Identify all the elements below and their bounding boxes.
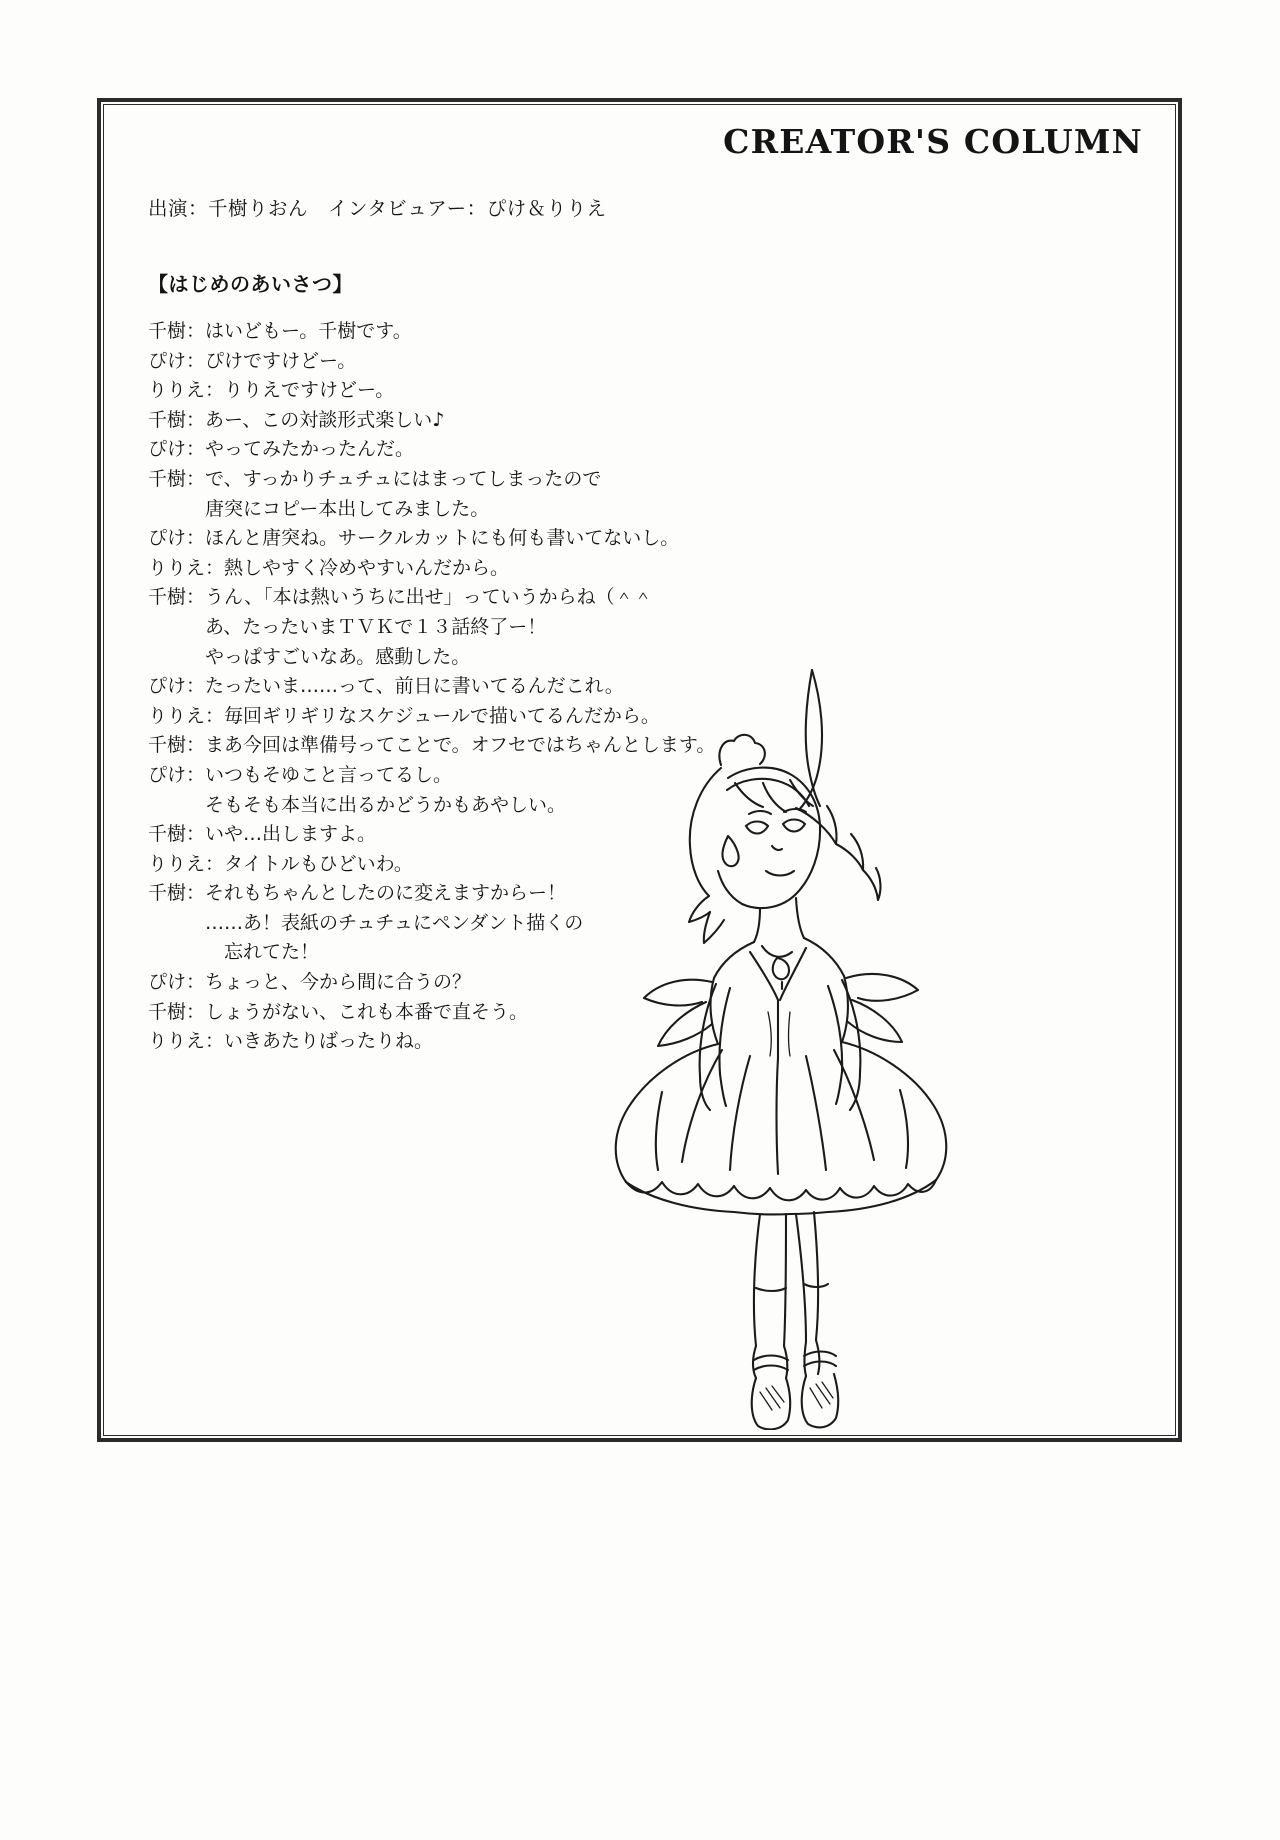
dialogue-line: 千樹：はいどもー。千樹です。 [148, 320, 412, 342]
dialogue-line: りりえ：りりえですけどー。 [148, 379, 395, 402]
dialogue-line: 千樹：いや…出しますよ。 [148, 823, 377, 846]
dialogue-line: ……あ！表紙のチュチュにペンダント描くの [148, 911, 584, 934]
dialogue-line: あ、たったいまＴＶＫで１３話終了ー！ [148, 615, 547, 638]
dialogue-line: りりえ：毎回ギリギリなスケジュールで描いてるんだから。 [148, 704, 660, 727]
dialogue-line: りりえ：いきあたりばったりね。 [148, 1030, 434, 1053]
dialogue-line: やっぱすごいなあ。感動した。 [148, 645, 471, 668]
section-heading: 【はじめのあいさつ】 [148, 272, 353, 296]
page-title: CREATOR'S COLUMN [723, 122, 1143, 161]
dialogue-line: ぴけ：ほんと唐突ね。サークルカットにも何も書いてないし。 [148, 527, 680, 550]
dialogue-line: りりえ：熱しやすく冷めやすいんだから。 [148, 556, 510, 579]
credits-line: 出演：千樹りおん インタビュアー：ぴけ＆りりえ [148, 197, 607, 220]
dialogue-line: 千樹：それもちゃんとしたのに変えますからー！ [148, 882, 567, 905]
dialogue-line: ぴけ：いつもそゆこと言ってるし。 [148, 763, 453, 786]
dialogue-line: ぴけ：たったいま……って、前日に書いてるんだこれ。 [148, 675, 624, 698]
dialogue-line: 千樹：で、すっかりチュチュにはまってしまったので [148, 467, 602, 490]
dialogue-line: 唐突にコピー本出してみました。 [148, 497, 490, 520]
dialogue-line: ぴけ：ぴけですけどー。 [148, 349, 357, 372]
dialogue-line: そもそも本当に出るかどうかもあやしい。 [148, 793, 567, 816]
illustration-ballerina [600, 640, 1030, 1430]
dialogue-line: 忘れてた！ [148, 941, 320, 964]
dialogue-line: りりえ：タイトルもひどいわ。 [148, 852, 413, 875]
dialogue-line: 千樹：うん、「本は熱いうちに出せ」っていうからね（＾＾ [148, 586, 653, 609]
dialogue-line: 千樹：しょうがない、これも本番で直そう。 [148, 1000, 529, 1023]
dialogue-line: 千樹：あー、この対談形式楽しい♪ [148, 408, 445, 431]
dialogue-line: ぴけ：ちょっと、今から間に合うの？ [148, 971, 472, 994]
dialogue-line: 千樹：まあ今回は準備号ってことで。オフセではちゃんとします。 [148, 734, 716, 757]
dialogue-line: ぴけ：やってみたかったんだ。 [148, 438, 415, 461]
